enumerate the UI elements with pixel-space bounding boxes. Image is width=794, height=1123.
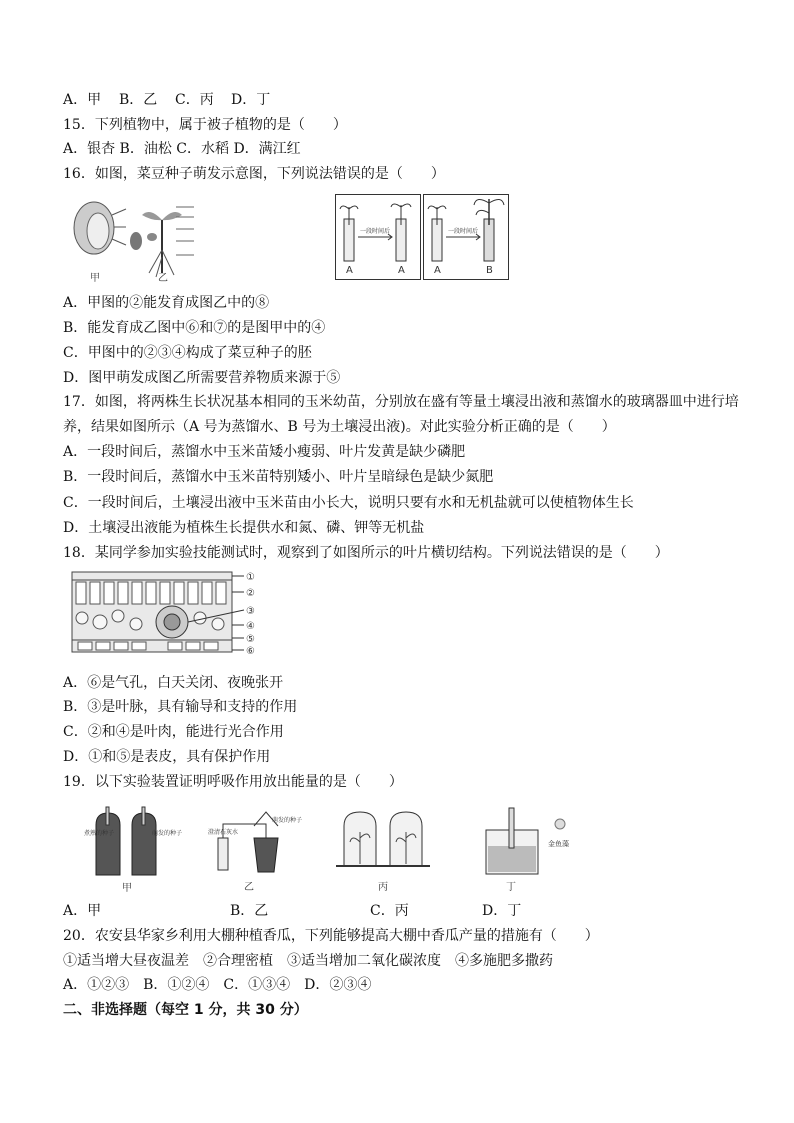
q19-jia-text-a: 煮熟的种子 [84, 830, 115, 837]
q19-fig-bing [334, 806, 434, 896]
q19-options [63, 901, 521, 921]
section-title: 二、非选择题（每空 1 分，共 30 分） [63, 1002, 308, 1018]
q14-option-d: D．丁 [231, 92, 271, 108]
q16-option-a: A．甲图的②能发育成图乙中的⑧ [63, 295, 270, 311]
q19-option-a: A．甲 [63, 903, 102, 919]
q19-yi-text-b: 萌发的种子 [272, 817, 303, 824]
q17-option-d: D．土壤浸出液能为植株生长提供水和氮、磷、钾等无机盐 [63, 520, 425, 536]
q16-fig-label-jia: 甲 [90, 273, 100, 284]
q14-option-a: A．甲 [63, 92, 102, 108]
q18-fig-label-6: ⑥ [246, 646, 255, 657]
q19-option-b: B．乙 [230, 903, 269, 919]
q17-stem-line2: 养，结果如图所示（A 号为蒸馏水、B 号为土壤浸出液)。对此实验分析正确的是（ ） [63, 419, 616, 435]
q20-measures: ①适当增大昼夜温差 ②合理密植 ③适当增加二氧化碳浓度 ④多施肥多撒药 [63, 953, 553, 969]
q16-fig-b-label-1: A [434, 265, 441, 276]
q18-option-b: B．③是叶脉，具有输导和支持的作用 [63, 699, 298, 715]
q16-option-b: B．能发育成乙图中⑥和⑦的是图甲中的④ [63, 320, 326, 336]
q16-seed-figure [64, 195, 264, 283]
q20-stem: 20．农安县华家乡利用大棚种植香瓜，下列能够提高大棚中香瓜产量的措施有（ ） [63, 928, 599, 944]
q19-fig-ding [476, 806, 576, 896]
q18-fig-label-5: ⑤ [246, 634, 255, 645]
q17-option-a: A．一段时间后，蒸馏水中玉米苗矮小瘦弱、叶片发黄是缺少磷肥 [63, 444, 466, 460]
q18-option-d: D．①和⑤是表皮，具有保护作用 [63, 749, 271, 765]
q19-fig-yi [208, 808, 303, 894]
q19-fig-caption-bing: 丙 [378, 882, 388, 893]
q19-fig-caption-ding: 丁 [506, 882, 516, 893]
q20-options: A．①②③ B．①②④ C．①③④ D．②③④ [63, 977, 372, 993]
q18-option-a: A．⑥是气孔，白天关闭、夜晚张开 [63, 675, 284, 691]
q19-fig-jia [82, 805, 183, 895]
q16-tube-figure-b [423, 194, 509, 280]
q18-fig-label-3: ③ [246, 606, 255, 617]
q19-fig-caption-yi: 乙 [244, 882, 254, 893]
q19-ding-text: 金鱼藻 [548, 840, 569, 848]
q15-options: A．银杏 B．油松 C．水稻 D．满江红 [63, 141, 301, 157]
q14-option-b: B．乙 [119, 92, 158, 108]
q18-leaf-section-figure [72, 570, 268, 656]
q18-option-c: C．②和④是叶肉，能进行光合作用 [63, 724, 284, 740]
q16-fig-b-label-2: B [486, 265, 493, 276]
q16-fig-b-arrow-text: 一段时间后 [448, 228, 479, 235]
q19-fig-caption-jia: 甲 [122, 883, 132, 894]
q17-stem-line1: 17．如图，将两株生长状况基本相同的玉米幼苗，分别放在盛有等量土壤浸出液和蒸馏水的玻璃器皿中进行培 [63, 394, 739, 410]
q16-fig-a-label-2: A [398, 265, 405, 276]
q16-fig-a-arrow-text: 一段时间后 [360, 228, 391, 235]
q16-fig-a-label-1: A [346, 265, 353, 276]
q18-fig-label-4: ④ [246, 621, 255, 632]
q17-option-c: C．一段时间后，土壤浸出液中玉米苗由小长大，说明只要有水和无机盐就可以使植物体生长 [63, 495, 634, 511]
q18-stem: 18．某同学参加实验技能测试时，观察到了如图所示的叶片横切结构。下列说法错误的是（ ） [63, 545, 669, 561]
q19-option-d: D．丁 [482, 903, 522, 919]
q19-jia-text-b: 萌发的种子 [152, 830, 183, 837]
q16-option-d: D．图甲萌发成图乙所需要营养物质来源于⑤ [63, 370, 341, 386]
q19-stem: 19．以下实验装置证明呼吸作用放出能量的是（ ） [63, 774, 403, 790]
q16-option-c: C．甲图中的②③④构成了菜豆种子的胚 [63, 345, 312, 361]
q16-tube-figure-a [335, 194, 421, 280]
q17-option-b: B．一段时间后，蒸馏水中玉米苗特别矮小、叶片呈暗绿色是缺少氮肥 [63, 469, 494, 485]
q14-options [63, 90, 270, 110]
q18-fig-label-2: ② [246, 588, 255, 599]
q15-stem: 15．下列植物中，属于被子植物的是（ ） [63, 117, 347, 133]
q16-fig-label-yi: 乙 [158, 273, 168, 284]
q19-option-c: C．丙 [370, 903, 409, 919]
q19-yi-text-a: 澄清石灰水 [208, 829, 239, 836]
q14-option-c: C．丙 [175, 92, 214, 108]
q16-stem: 16．如图，菜豆种子萌发示意图，下列说法错误的是（ ） [63, 166, 445, 182]
q18-fig-label-1: ① [246, 572, 255, 583]
